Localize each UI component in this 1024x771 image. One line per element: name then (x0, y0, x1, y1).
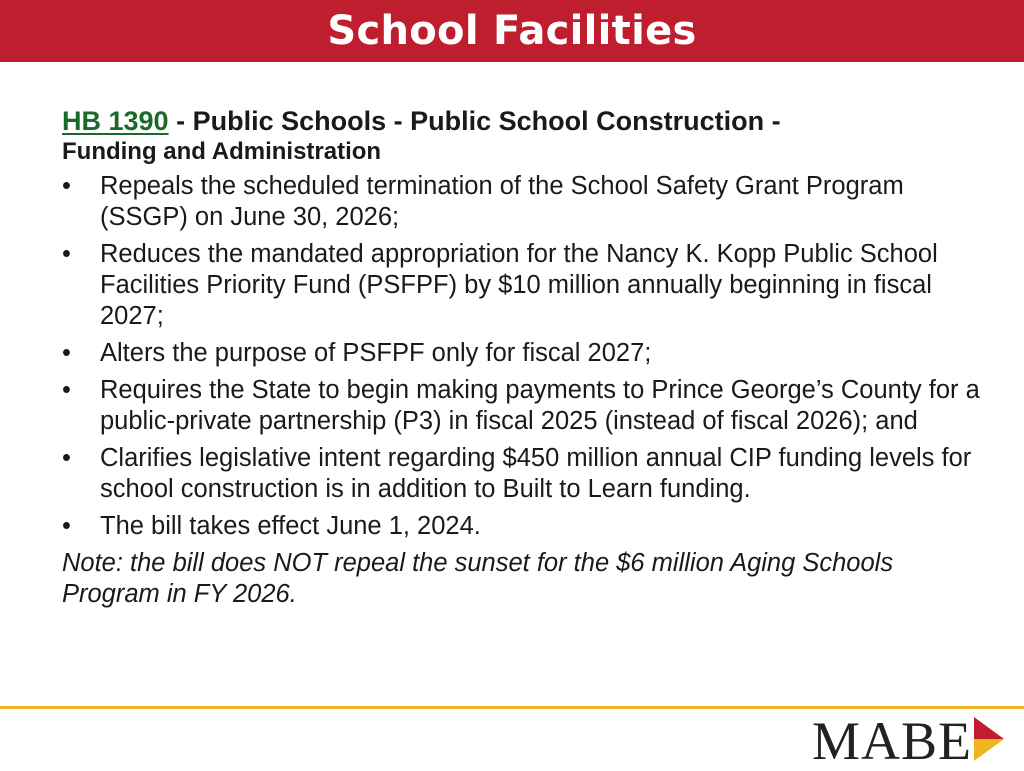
bullet-icon: • (62, 172, 71, 200)
bullet-item (62, 511, 982, 542)
bullet-item (62, 338, 982, 369)
bullet-text: Reduces the mandated appropriation for the Nancy K. Kopp Public School Facilities Priority Fund (PSFPF) by $10 million annually beginning in fiscal 2027; (100, 240, 938, 330)
footer-divider (0, 706, 1024, 709)
bill-number-link[interactable]: HB 1390 (62, 106, 169, 136)
bullet-text: Clarifies legislative intent regarding $450 million annual CIP funding levels for school construction is in addition to Built to Learn funding. (100, 444, 972, 503)
slide-content (62, 104, 982, 610)
bullet-text: Repeals the scheduled termination of the School Safety Grant Program (SSGP) on June 30, 2026; (100, 172, 904, 231)
logo-text: MABE (811, 711, 972, 771)
bill-subtitle: Funding and Administration (62, 138, 382, 165)
bullet-icon: • (62, 240, 71, 268)
bullet-item (62, 239, 982, 332)
bullet-icon: • (62, 376, 71, 404)
chevron-right-icon (974, 717, 1004, 761)
note-text: Note: the bill does NOT repeal the sunset for the $6 million Aging Schools Program in FY 2026. (62, 549, 894, 608)
bullet-item (62, 171, 982, 233)
bullet-item (62, 375, 982, 437)
bill-heading (62, 104, 982, 138)
mabe-logo (811, 711, 1004, 771)
bullet-icon: • (62, 444, 71, 472)
bullet-text: Requires the State to begin making payments to Prince George’s County for a public-private partnership (P3) in fiscal 2025 (instead of fiscal 2026); and (100, 376, 980, 435)
bill-title: - Public Schools - Public School Construction - (168, 106, 781, 136)
bullet-text: The bill takes effect June 1, 2024. (100, 512, 481, 540)
bullet-icon: • (62, 339, 71, 367)
bullet-icon: • (62, 512, 71, 540)
bullet-item (62, 443, 982, 505)
bullet-text: Alters the purpose of PSFPF only for fiscal 2027; (100, 339, 652, 367)
page-title: School Facilities (327, 8, 697, 54)
title-bar (0, 0, 1024, 62)
bullet-list (62, 171, 982, 542)
